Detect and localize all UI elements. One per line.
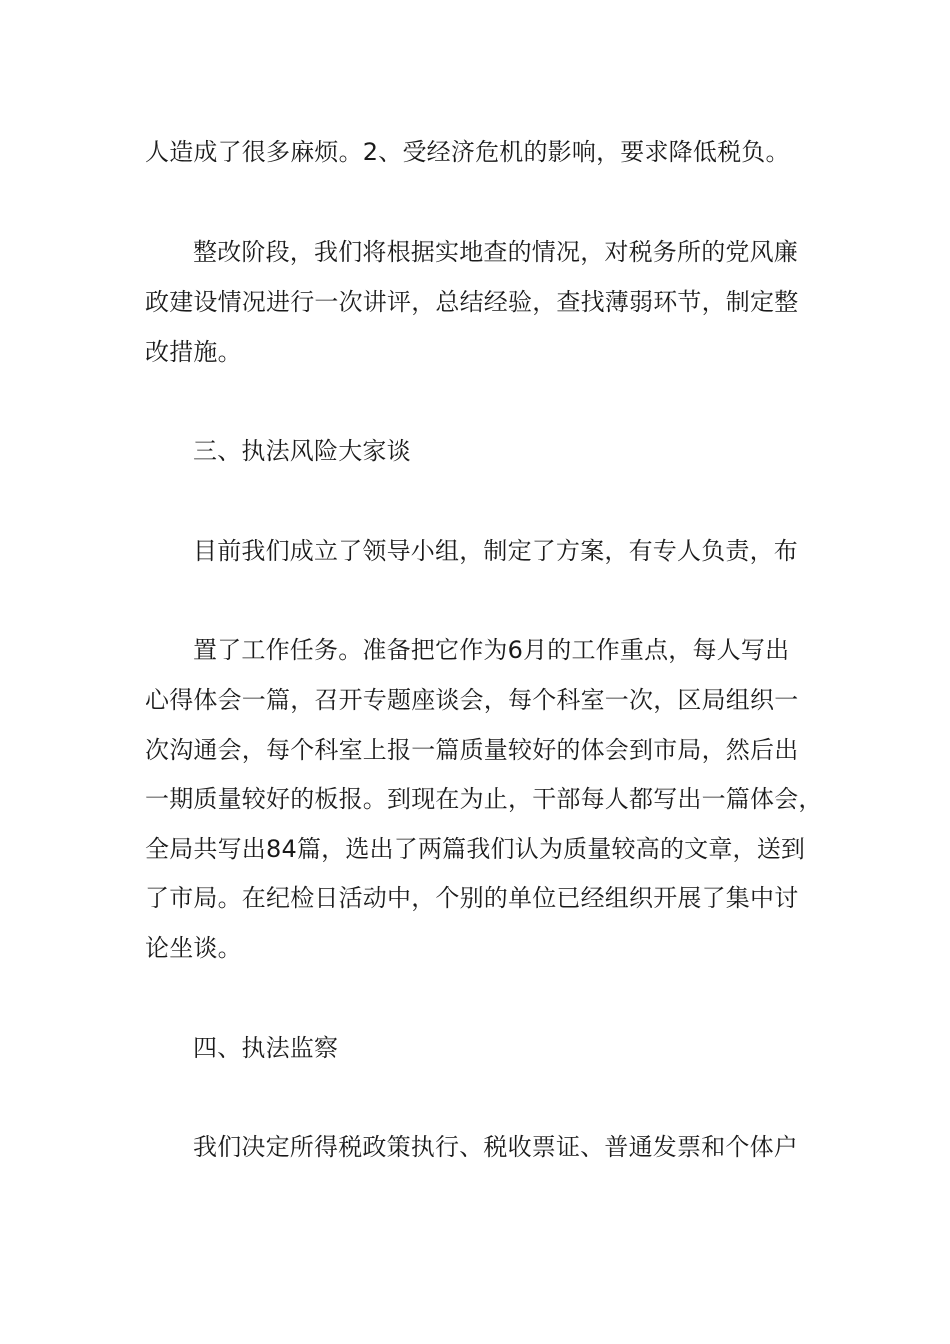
text-line: 论坐谈。 — [145, 934, 242, 962]
text-line: 人造成了很多麻烦。2、受经济危机的影响，要求降低税负。 — [145, 138, 790, 166]
text-line: 次沟通会，每个科室上报一篇质量较好的体会到市局，然后出 — [145, 736, 799, 764]
text-line: 全局共写出84篇，选出了两篇我们认为质量较高的文章，送到 — [145, 835, 806, 863]
section-heading: 四、执法监察 — [193, 1034, 339, 1062]
text-line: 整改阶段，我们将根据实地查的情况，对税务所的党风廉 — [193, 238, 798, 266]
text-line: 目前我们成立了领导小组，制定了方案，有专人负责，布 — [193, 537, 798, 565]
text-line: 政建设情况进行一次讲评，总结经验，查找薄弱环节，制定整 — [145, 288, 799, 316]
section-heading: 三、执法风险大家谈 — [193, 437, 411, 465]
text-line: 了市局。在纪检日活动中，个别的单位已经组织开展了集中讨 — [145, 884, 799, 912]
text-line: 置了工作任务。准备把它作为6月的工作重点，每人写出 — [193, 636, 790, 664]
text-line: 改措施。 — [145, 338, 242, 366]
text-line: 我们决定所得税政策执行、税收票证、普通发票和个体户 — [193, 1133, 798, 1161]
text-line: 心得体会一篇，召开专题座谈会，每个科室一次，区局组织一 — [145, 686, 799, 714]
text-line: 一期质量较好的板报。到现在为止，干部每人都写出一篇体会， — [145, 785, 823, 813]
